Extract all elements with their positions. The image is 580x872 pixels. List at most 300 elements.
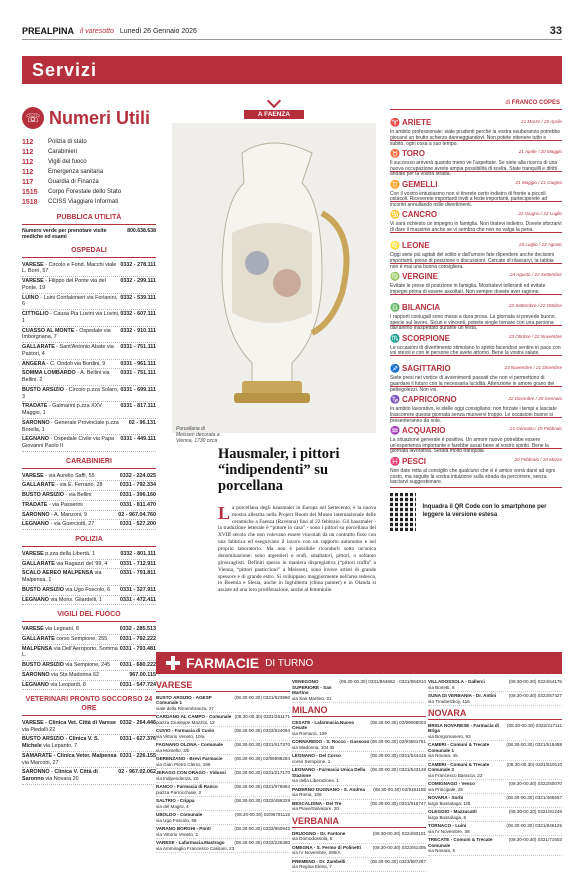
entry-desc: via Marconi, 27 xyxy=(22,759,59,766)
entry-phone: 0331 - 327.911 xyxy=(120,586,156,593)
emergency-row xyxy=(22,168,156,178)
article-body xyxy=(218,502,376,594)
sign-text: Vi sarà richiesto un impegno in famiglia. Non tiratevi indietro. Dovete sforzarvi di dare il massimo anche se vi sembra che non ne valga la pena. xyxy=(390,221,562,234)
pharmacy-row xyxy=(156,811,290,825)
ospedali-row xyxy=(22,386,156,403)
pharmacy-info xyxy=(156,784,218,795)
entry-name xyxy=(22,626,79,633)
pubblica-utilita-note xyxy=(22,228,156,241)
entry-name xyxy=(22,551,95,558)
entry-name xyxy=(22,512,87,519)
pharmacy-address: via Roma, 106 xyxy=(292,792,322,798)
pharmacy-phone: (08.30-00.30) 02/99068003 xyxy=(370,719,426,725)
entry-phone: 02 - 967.02.062 xyxy=(118,769,156,776)
entry-name xyxy=(22,370,120,384)
entry-phone: 0331 - 699.111 xyxy=(120,386,156,393)
entry-city: SCALO AEREO MALPENSA xyxy=(22,570,94,577)
entry-name xyxy=(22,662,110,669)
pharmacy-address: via Novara, 5 xyxy=(428,848,456,854)
article-headline: Hausmaler, i pittori “indipendenti” su porcellana xyxy=(218,446,340,494)
emergency-number: 112 xyxy=(22,158,34,166)
pharmacy-address: via Ugo Foscolo, 66 xyxy=(156,817,197,823)
numeri-utili-column xyxy=(22,100,156,785)
sign-text: Oggi siete più agitati del solito e dall'umore fate dipendere anche decisioni importanti, prese di posizione o discussioni. Cercate di rilassarvi, la rabbia non è mai una buona consigliera. xyxy=(390,252,555,270)
sign-name: SCORPIONE xyxy=(401,333,450,343)
horoscope-sign xyxy=(390,386,562,424)
entry-city: GALLARATE xyxy=(22,635,55,642)
pharmacy-phone: (08.30-00.30) 0331/261171 xyxy=(234,714,290,720)
pharmacy-row xyxy=(292,800,426,814)
farmacie-col-1 xyxy=(156,678,290,853)
pharmacy-row xyxy=(156,713,290,727)
entry-phone: 0332 - 607.111 xyxy=(120,311,156,317)
pharmacy-name: NOVARA - Sorbi xyxy=(428,795,464,801)
polizia-row xyxy=(22,569,156,586)
pharmacy-name: BESCALDINA - Del Tre xyxy=(292,800,342,806)
entry-name xyxy=(22,682,86,689)
pharmacy-phone: (08.30-00.30) 0321/91249 xyxy=(508,809,562,815)
entry-phone: 0332 - 299.111 xyxy=(120,278,156,284)
pharmacy-address: largo Bussolaga, 1/B xyxy=(428,800,471,806)
entry-city: VARESE xyxy=(22,278,44,284)
entry-desc: - via Guerciotti, 27 xyxy=(48,521,95,528)
pharmacy-phone: (08.30-00.30) 0323/61405 xyxy=(372,844,426,850)
pharmacy-name: LEGNANO - Del Corso xyxy=(292,753,341,759)
entry-city: SARONNO xyxy=(22,511,50,518)
sign-name: GEMELLI xyxy=(401,179,438,189)
vigili-row xyxy=(22,625,156,635)
entry-desc: - via Aurelio Saffi, 55 xyxy=(43,472,95,479)
entry-phone: 0332 - 224.025 xyxy=(119,472,156,479)
entry-desc: - C. Ondoli via Bordini, 9 xyxy=(45,360,106,367)
entry-name xyxy=(22,403,120,417)
sign-name: TORO xyxy=(401,148,425,158)
entry-city: TRADATE xyxy=(22,403,48,410)
entry-name xyxy=(22,278,120,292)
entry-city: GALLARATE xyxy=(22,482,55,489)
pharmacy-info xyxy=(428,762,507,779)
vigili-row xyxy=(22,661,156,671)
entry-name xyxy=(22,672,99,679)
carabinieri-row xyxy=(22,511,156,521)
entry-desc: via Piedalli 22 xyxy=(22,726,56,733)
pharmacy-row xyxy=(428,808,562,822)
ospedali-row xyxy=(22,310,156,327)
pharmacy-row xyxy=(428,741,562,761)
vigili-row xyxy=(22,645,156,662)
sign-text: La situazione generale è positiva. Un amore nuovo potrebbe essere un'esperienza importante e farebbe assai bene al vostro spirito. Bene la giornata lavorativa. Serata molto tranquilla. xyxy=(390,436,549,455)
pharmacy-phone: (08.30-00.30) 02/96781116 xyxy=(235,812,290,818)
pharmacy-address: via Madonna, 104 /B xyxy=(292,744,335,750)
phone-icon: ☏ xyxy=(22,107,44,129)
photo-caption: Porcellana di Meissen decorata a Vienna, 1730 circa xyxy=(176,426,220,444)
pharmacy-row xyxy=(156,727,290,741)
sign-header xyxy=(390,112,562,130)
section-banner: Servizi xyxy=(22,56,562,84)
pharmacy-name: DRUOGNO - Dr. Fantone xyxy=(292,830,346,836)
sign-header xyxy=(390,389,562,407)
pharmacy-row xyxy=(156,839,290,853)
entry-city: LEGNANO xyxy=(22,681,49,688)
emergency-row xyxy=(22,138,156,148)
zodiac-icon: ♐ xyxy=(390,364,400,374)
pharmacy-name: PADERNO DUGNANO - S. Andrea xyxy=(292,786,365,792)
ospedali-row xyxy=(22,343,156,360)
pharmacy-info xyxy=(428,693,496,704)
entry-name xyxy=(22,311,120,325)
zodiac-icon: ♊ xyxy=(390,179,400,189)
sign-text: Le occasioni di divertimento stimolano lo spirito facendovi sentire in pace con voi stessi e con le persone che avete attorno. Bene la vostra salute. xyxy=(390,344,561,357)
emergency-row xyxy=(22,158,156,168)
polizia-row xyxy=(22,560,156,570)
entry-city: BUSTO ARSIZIO - Clinica V. S. Michele xyxy=(22,736,100,749)
polizia-row xyxy=(22,596,156,606)
entry-phone: 0331 - 680.222 xyxy=(119,662,156,668)
entry-phone: 0331 - 527.200 xyxy=(119,521,156,528)
zodiac-icon: ♏ xyxy=(390,333,400,343)
pharmacy-info xyxy=(428,809,477,820)
pharmacy-phone: (08.30-00.30) 0323/587267 xyxy=(370,858,426,864)
pharmacy-address: via IV Novembre, 286/A xyxy=(292,850,341,856)
entry-phone: 0331 - 627.376 xyxy=(119,736,156,743)
pharmacy-address: via Indipendenza, 20 xyxy=(156,775,199,781)
pharmacy-info xyxy=(156,812,202,823)
pharmacy-info xyxy=(428,837,509,854)
sign-title xyxy=(390,389,457,407)
pharmacy-row xyxy=(428,722,562,742)
pharmacy-address: via Regina Elena, 7 xyxy=(292,864,332,870)
pharmacy-phone: (08.30-00.30) 0322/50070 xyxy=(508,781,562,787)
entry-city: TRADATE xyxy=(22,501,48,508)
polizia-row xyxy=(22,586,156,596)
entry-phone: 0331 - 751.111 xyxy=(120,370,156,377)
emergency-label: Corpo Forestale dello Stato xyxy=(48,189,122,196)
entry-name xyxy=(22,502,83,509)
pharmacy-row xyxy=(428,822,562,836)
pharmacy-name: VARESE - Lafarmacia.Mastrago xyxy=(156,840,225,846)
emergency-label: CCISS Viaggiare Informati xyxy=(48,199,119,206)
veterinari-row xyxy=(22,768,156,785)
pharmacy-info xyxy=(156,798,194,809)
entry-city: SARONNO xyxy=(22,671,50,678)
entry-name xyxy=(22,646,120,660)
qr-code-icon[interactable] xyxy=(390,493,416,531)
pharmacy-info xyxy=(156,714,231,725)
pharmacy-name: SUNA DI VERBANIA - Dr. Antini xyxy=(428,693,497,698)
sign-date: 24 Agosto / 22 Settembre xyxy=(510,272,562,278)
entry-phone: 0331 - 792.222 xyxy=(119,635,156,642)
pharmacy-address: via Vittorio Veneto, 2 xyxy=(156,831,199,837)
sign-name: SAGITTARIO xyxy=(401,364,451,374)
pharmacy-row xyxy=(156,741,290,755)
entry-city: ANGERA xyxy=(22,360,46,367)
entry-city: SARONNO - Clinica V. Città di Saronno xyxy=(22,769,98,782)
emergency-number: 1515 xyxy=(22,188,38,196)
pharmacy-name: UBOLDO - Comunale xyxy=(156,812,203,818)
pharmacy-address: via Bonetti, 8 xyxy=(428,684,455,690)
pharmacy-row xyxy=(156,783,290,797)
emergency-row xyxy=(22,178,156,188)
entry-desc: via Mons. Gilardelli, 1 xyxy=(48,596,102,603)
sign-title xyxy=(390,235,430,253)
ospedali-row xyxy=(22,294,156,311)
sign-date: 21 Aprile / 20 Maggio xyxy=(518,149,562,155)
pharmacy-row xyxy=(428,678,562,692)
entry-city: BUSTO ARSIZIO xyxy=(22,586,64,593)
emergency-label: Vigili del fuoco xyxy=(48,159,87,166)
zodiac-icon: ♍ xyxy=(390,271,400,281)
horoscope-sign xyxy=(390,417,562,455)
emergency-label: Carabinieri xyxy=(48,149,78,156)
pharmacy-phone: (08.30-00.30) 0331/864862 - 0331/864810 xyxy=(339,679,426,684)
sign-date: 23 Settembre / 22 Ottobre xyxy=(508,303,562,309)
sign-header xyxy=(390,204,562,222)
sign-title xyxy=(390,451,426,469)
entry-desc: - Circolo p.zza Solaro, 3 xyxy=(22,386,119,400)
entry-phone: 0331 - 712.911 xyxy=(120,560,156,567)
veterinari-row xyxy=(22,719,156,736)
sign-header xyxy=(390,420,562,438)
horoscope-author: FRANCO COPES xyxy=(511,100,560,106)
pharmacy-name: CUVIO - Farmacia di Cuvio xyxy=(156,728,215,734)
pharmacy-name: TRECATE - Comuni & Trecate Comunale xyxy=(428,837,493,848)
farmacie-city: VARESE xyxy=(156,680,290,692)
pharmacy-address: via Domodossola, 5 xyxy=(292,836,333,842)
pharmacy-name: JERAGO CON ORAGO - Vidussi xyxy=(156,770,226,776)
pharmacy-name: VARANO BORGHI - Ponti xyxy=(156,826,211,832)
entry-city: SARONNO xyxy=(22,419,50,426)
pharmacy-info xyxy=(428,742,506,759)
entry-phone: 0331 - 751.111 xyxy=(120,344,156,350)
entry-phone: 0331 - 396.160 xyxy=(119,492,156,498)
entry-desc: via Legnani, 8 xyxy=(43,626,79,632)
article-column xyxy=(172,96,376,594)
pharmacy-info xyxy=(292,845,361,856)
zodiac-icon: ♋ xyxy=(390,210,400,220)
entry-phone: 967.00.115 xyxy=(129,671,156,678)
pharmacy-phone: (08.30-00.30) 0324/54175 xyxy=(508,679,562,684)
entry-phone: 02 - 96.131 xyxy=(128,419,156,426)
pharmacy-phone: (08.30-00.30) 0321/71603 xyxy=(508,837,562,843)
pharmacy-row xyxy=(156,769,290,783)
ospedali-heading: OSPEDALI xyxy=(22,247,156,258)
pharmacy-name: COMIGNAGO - Venco xyxy=(428,781,475,787)
pharmacy-info xyxy=(428,823,470,834)
pharmacy-name: CARDANO AL CAMPO - Comunale xyxy=(156,714,232,720)
horoscope-byline xyxy=(390,100,562,106)
horoscope-sign xyxy=(390,201,562,232)
sign-text: Siete presi nel vortice di avvenimenti passati che non vi permettono di guardare il futuro con la necessaria lucidità. Attenzione in amore grano dei pettegolezzi. Non voi. xyxy=(390,375,555,393)
emergency-row xyxy=(22,148,156,158)
farmacie-city: VERBANIA xyxy=(292,816,426,828)
entry-name xyxy=(22,720,120,734)
pharmacy-phone: (08.30-00.30) 0331/976894 xyxy=(234,784,290,790)
entry-city: SOMMA LOMBARDO xyxy=(22,370,76,377)
carabinieri-row xyxy=(22,520,156,530)
emergency-number: 112 xyxy=(22,138,34,146)
pharmacy-phone: (08.30-00.30) 02/9181155 xyxy=(373,786,426,792)
entry-name xyxy=(22,295,120,309)
entry-phone: 0332 - 910.111 xyxy=(120,327,156,334)
sign-title xyxy=(390,328,450,346)
farmacie-city: NOVARA xyxy=(428,708,562,720)
sign-title xyxy=(390,112,431,130)
entry-desc: via Ragazzi del '99, 4 xyxy=(54,560,108,567)
pharmacy-phone: (08.30-00.30) 0321/465557 xyxy=(506,795,562,801)
entry-phone: 0331 - 472.411 xyxy=(120,596,156,603)
sign-text: Evitate le prese di posizione in famiglia. Mostratevi tolleranti ed evitate impegni prima di essere ascoltati. Non sempre dovete aver ragione. xyxy=(390,282,546,295)
sign-header xyxy=(390,266,562,284)
pharmacy-info xyxy=(292,720,370,737)
numeri-utili-title xyxy=(22,100,156,136)
vigili-row xyxy=(22,681,156,691)
sign-title xyxy=(390,266,438,284)
entry-city: BUSTO ARSIZIO xyxy=(22,492,64,498)
header-divider xyxy=(22,39,562,40)
pharmacy-address: via Borgomanero, 93 xyxy=(428,733,471,739)
entry-phone: 0331 - 547.724 xyxy=(119,681,156,688)
pharmacy-phone: (08.30-00.30) 0323/57427 xyxy=(508,693,562,698)
pubblica-utilita-phone: 800.638.638 xyxy=(127,227,156,234)
entry-city: CITTIGLIO xyxy=(22,311,49,317)
entry-phone: 0332 - 539.111 xyxy=(120,294,156,301)
carabinieri-row xyxy=(22,491,156,501)
entry-name xyxy=(22,561,107,568)
pharmacy-phone: (08.30-00.30) 0332/225380 xyxy=(234,840,290,846)
entry-city: VARESE - Clinica Vet. Città di Varese xyxy=(22,719,116,726)
zodiac-icon: ♎ xyxy=(390,302,400,312)
entry-city: CUASSO AL MONTE xyxy=(22,327,75,334)
pubblica-utilita-heading: PUBBLICA UTILITÀ xyxy=(22,214,156,225)
entry-desc: via Malpensa, 1 xyxy=(22,570,102,583)
emergency-number: 1518 xyxy=(22,198,38,206)
zodiac-icon: ♉ xyxy=(390,148,400,158)
horoscope-sign xyxy=(390,232,562,270)
pharmacy-row xyxy=(156,825,290,839)
pharmacy-row xyxy=(156,755,290,769)
sign-header xyxy=(390,174,562,192)
pharmacy-address: corso Sempione, 1 xyxy=(292,758,331,764)
pharmacy-name: OMEGNA - S. Fermo di Polinetti xyxy=(292,844,361,850)
sign-text: Non date retta al consiglio che qualcuno che vi è amico vorrà darvi ad ogni costo, ma seguite la vostra intuizione sulla strada da percorrere, senza lasciarvi suggestionare. xyxy=(390,467,556,486)
entry-phone: 0331 - 226.155 xyxy=(119,752,156,759)
pharmacy-phone: (08.30-00.30) 0322/217111 xyxy=(507,722,562,728)
pharmacy-row xyxy=(292,678,426,703)
sign-name: CANCRO xyxy=(401,210,438,220)
emergency-label: Emergenza sanitaria xyxy=(48,169,104,176)
veterinari-row xyxy=(22,735,156,752)
entry-city: SAMARATE - Clinica Veter. Malpensa xyxy=(22,752,117,759)
sign-date: 21 Gennaio / 19 Febbraio xyxy=(509,426,562,432)
sign-name: ARIETE xyxy=(401,118,432,127)
pharmacy-row xyxy=(292,786,426,800)
pharmacy-phone: (08.30-00.30) 0331/217170 xyxy=(234,770,290,776)
entry-desc: - Ospedale Civile via Papa Giovanni Paolo II xyxy=(22,436,114,449)
article-tag: A FAENZA xyxy=(244,110,304,119)
sign-date: 22 Dicembre / 20 Gennaio xyxy=(508,395,562,401)
entry-desc: via Novara 20 xyxy=(43,776,79,782)
pharmacy-name: VENEGONO SUPERIORE - San Martino xyxy=(292,679,332,695)
sign-name: PESCI xyxy=(401,456,426,466)
entry-desc: - Galmarini p.zza XXV Maggio, 1 xyxy=(22,403,102,416)
sign-header xyxy=(390,143,562,161)
emergency-number: 117 xyxy=(22,178,34,186)
entry-desc: - via Passerini xyxy=(47,501,83,508)
pharmacy-info xyxy=(292,679,339,701)
pharmacy-row xyxy=(292,738,426,752)
pharmacy-phone: (08.30-00.30) 0324/93101 xyxy=(372,830,426,836)
entry-desc: - Luini Confalonieri via Forlanini, 6 xyxy=(22,294,118,308)
numeri-utili-heading: Numeri Utili xyxy=(49,107,151,128)
horoscope-sign xyxy=(390,294,562,332)
entry-desc: - Causa Pia Luvini via Luvini, 1 xyxy=(22,311,120,324)
pharmacy-info xyxy=(156,756,222,767)
entry-city: BUSTO ARSIZIO xyxy=(22,386,64,393)
pharmacy-info xyxy=(428,781,475,792)
pharmacy-info xyxy=(156,770,226,781)
emergency-number: 112 xyxy=(22,168,34,176)
entry-desc: via Dell'Aeroporto, Somma L. xyxy=(22,645,118,659)
pharmacy-info xyxy=(292,753,341,764)
entry-phone: 0332 - 264.446 xyxy=(119,719,156,726)
pharmacy-address: piazza Parrocchiale, 2 xyxy=(156,789,202,795)
page-number: 33 xyxy=(549,25,562,37)
entry-city: VARESE xyxy=(22,261,44,268)
vigili-heading: VIGILI DEL FUOCO xyxy=(22,611,156,622)
entry-city: LEGNANO xyxy=(22,596,49,603)
entry-phone: 0331 - 791.811 xyxy=(120,570,156,577)
entry-name xyxy=(22,597,102,604)
polizia-row xyxy=(22,550,156,560)
entry-desc: - via E. Ferrario, 28 xyxy=(54,482,103,489)
farmacie-subtitle: DI TURNO xyxy=(265,657,314,669)
entry-name xyxy=(22,328,120,342)
ospedali-row xyxy=(22,360,156,370)
pharmacy-address: via Principale, 25 xyxy=(428,786,463,792)
sign-name: BILANCIA xyxy=(401,302,441,312)
pharmacy-address: via della Liberazione, 1 xyxy=(292,778,339,784)
emergency-number: 112 xyxy=(22,148,34,156)
pharmacy-name: OLEGGIO - Mazzucatti xyxy=(428,809,477,815)
sign-name: CAPRICORNO xyxy=(401,395,457,405)
entry-phone: 0331 - 811.470 xyxy=(120,501,156,508)
entry-name xyxy=(22,753,120,767)
pharmacy-row xyxy=(156,694,290,714)
sign-date: 23 Luglio / 23 Agosto xyxy=(519,241,562,247)
entry-phone: 0331 - 793.481 xyxy=(119,645,156,652)
horoscope-sign xyxy=(390,140,562,178)
pharmacy-address: largo Bussolaga, 6 xyxy=(428,814,467,820)
entry-name xyxy=(22,492,92,499)
sign-title xyxy=(390,358,451,376)
zodiac-icon: ♑ xyxy=(390,395,400,405)
entry-desc: - Ospedale via Imborgnana, 7 xyxy=(22,327,111,341)
pharmacy-name: CAMERI - Comuni & Trecate Comunale 1 xyxy=(428,742,490,753)
qr-block xyxy=(390,487,562,531)
pharmacy-name: CORNAREDO - S. Rocco - Gassoso xyxy=(292,739,370,745)
zodiac-icon: ♓ xyxy=(390,456,400,466)
carabinieri-heading: CARABINIERI xyxy=(22,458,156,469)
horoscope-sign xyxy=(390,355,562,393)
entry-desc: via Sempione, 245 xyxy=(63,662,111,668)
entry-desc: - Generale Provinciale p.zza Borella, 1 xyxy=(22,419,119,433)
entry-name xyxy=(22,262,120,276)
pubblica-utilita-text: Numero verde per prenotare visite mediche ed esami xyxy=(22,227,107,241)
farmacie-banner xyxy=(156,652,562,674)
entry-desc: corso Sempione, 255 xyxy=(54,635,108,642)
sign-date: 22 Giugno / 22 Luglio xyxy=(518,210,562,216)
brand-logo: PREALPINA xyxy=(22,26,75,36)
